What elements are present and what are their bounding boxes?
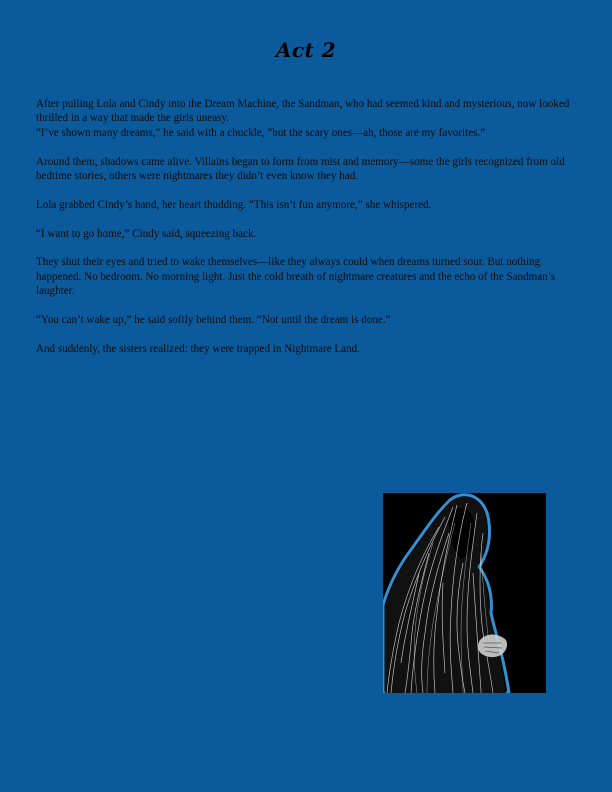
story-text (36, 97, 570, 371)
paragraph-6: “You can’t wake up,” he said softly behind them. “Not until the dream is done.” (36, 314, 391, 327)
hooded-figure-illustration (383, 493, 546, 693)
paragraph-5: They shut their eyes and tried to wake themselves—like they always could when dreams turned sour. But nothing happened. No bedroom. No morning light. Just the cold breath of nightmare creatures and the echo of the Sandman’s laughter. (36, 256, 556, 298)
paragraph-3: Lola grabbed Cindy’s hand, her heart thudding. “This isn’t fun anymore,” she whispered. (36, 198, 432, 211)
paragraph-4: “I want to go home,” Cindy said, squeezing back. (36, 227, 257, 240)
hooded-figure-image (383, 493, 546, 693)
act-title: Act 2 (275, 38, 337, 62)
paragraph-1-text: After pulling Lola and Cindy into the Dream Machine, the Sandman, who had seemed kind and mysterious, now looked thrilled in a way that made the girls uneasy. “I’ve shown many dreams,” he said with a chuckle, “but the scary ones—ah, those are my favorites.” (36, 98, 570, 139)
paragraph-2: Around them, shadows came alive. Villains began to form from mist and memory—some the girls recognized from old bedtime stories, others were nightmares they didn’t even know they had. (36, 155, 565, 183)
paragraph-7: And suddenly, the sisters realized: they were trapped in Nightmare Land. (36, 342, 360, 355)
paragraph-1 (36, 97, 570, 140)
